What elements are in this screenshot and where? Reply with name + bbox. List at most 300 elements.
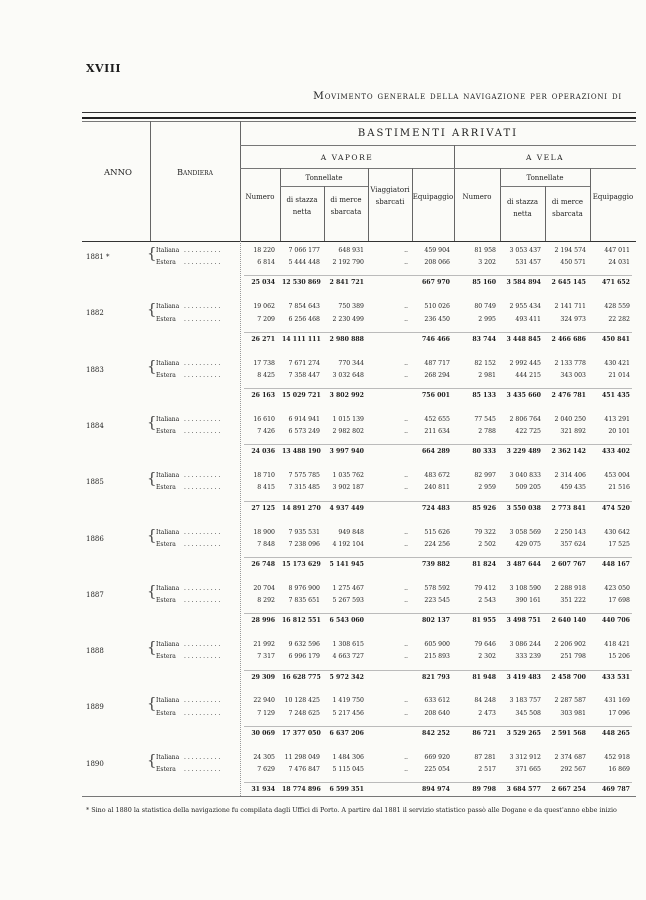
- cell-vapore-3: ..: [404, 315, 408, 323]
- cell-vapore-1: 7 476 847: [288, 765, 320, 773]
- cell-vapore-1: 6 573 249: [288, 428, 320, 436]
- table-bottom-rule: [82, 796, 636, 797]
- body-divider: [240, 241, 241, 796]
- cell-vapore-3: ..: [404, 641, 408, 649]
- row-brace: {: [147, 412, 157, 431]
- header-bandiera: Bandiera: [177, 168, 213, 177]
- cell-vela-0: 2 517: [478, 765, 496, 773]
- cell-vapore-1: 7 066 177: [288, 247, 320, 254]
- header-merce-vela-1: di merce: [551, 198, 584, 206]
- table-top-rule: [82, 121, 636, 122]
- cell-vela-3: 430 421: [604, 359, 630, 367]
- total-rule: [244, 388, 632, 389]
- row-brace: {: [147, 581, 157, 600]
- cell-vela-1: 493 411: [515, 315, 541, 323]
- cell-vela-3: 433 402: [602, 448, 630, 456]
- flag-label: Italiana: [156, 472, 180, 480]
- cell-vapore-2: 3 032 648: [332, 371, 364, 379]
- cell-vela-1: 429 075: [515, 540, 541, 548]
- header-stazza-vapore-2: netta: [292, 208, 312, 216]
- cell-vela-2: 2 133 778: [554, 359, 586, 367]
- cell-vela-3: 471 652: [602, 279, 630, 287]
- flag-label: Estera: [156, 315, 176, 323]
- cell-vapore-4: 268 294: [424, 371, 450, 379]
- cell-vela-1: 444 215: [515, 371, 541, 379]
- leader-dots: . . . . . . . . . .: [184, 584, 221, 592]
- cell-vela-2: 2 773 841: [551, 504, 586, 512]
- flag-label: Italiana: [156, 303, 180, 311]
- cell-vela-1: 333 239: [515, 653, 541, 661]
- cell-vapore-4: 225 054: [424, 765, 450, 773]
- cell-vela-3: 17 698: [608, 597, 630, 604]
- cell-vela-2: 2 141 711: [554, 303, 586, 311]
- cell-vapore-2: 2 980 888: [329, 335, 364, 343]
- cell-vapore-2: 2 982 802: [332, 428, 364, 436]
- cell-vela-0: 81 824: [472, 560, 496, 568]
- cell-vela-2: 2 314 406: [554, 472, 586, 480]
- cell-vela-2: 2 476 781: [551, 392, 586, 399]
- cell-vapore-2: 4 192 104: [332, 540, 364, 548]
- leader-dots: . . . . . . . . . .: [184, 753, 221, 761]
- cell-vapore-2: 3 997 940: [329, 448, 364, 456]
- cell-vapore-3: ..: [404, 584, 408, 592]
- cell-vela-0: 85 926: [472, 504, 496, 512]
- header-equipaggio-vapore: Equipaggio: [412, 193, 454, 201]
- cell-vela-0: 2 959: [478, 484, 496, 492]
- cell-vela-1: 371 665: [515, 765, 541, 773]
- cell-vela-0: 79 646: [474, 641, 496, 649]
- year-label: 1884: [86, 421, 104, 430]
- cell-vela-1: 2 806 764: [509, 415, 541, 423]
- cell-vapore-1: 5 444 448: [288, 259, 320, 267]
- cell-vapore-0: 7 317: [257, 653, 275, 661]
- flag-label: Italiana: [156, 415, 180, 423]
- cell-vapore-1: 7 315 485: [288, 484, 320, 492]
- row-brace: {: [147, 750, 157, 769]
- cell-vapore-2: 4 663 727: [332, 653, 364, 661]
- row-brace: {: [147, 638, 157, 657]
- cell-vapore-0: 8 415: [257, 484, 275, 492]
- cell-vapore-4: 746 466: [422, 335, 450, 343]
- cell-vela-0: 81 955: [472, 617, 496, 625]
- cell-vela-3: 17 096: [608, 709, 630, 717]
- flag-label: Estera: [156, 709, 176, 717]
- leader-dots: . . . . . . . . . .: [184, 247, 221, 254]
- cell-vela-1: 3 108 590: [509, 584, 541, 592]
- cell-vela-2: 2 607 767: [551, 560, 586, 568]
- cell-vapore-0: 20 704: [253, 584, 275, 592]
- cell-vela-2: 2 374 687: [554, 753, 586, 761]
- cell-vela-2: 450 571: [560, 259, 586, 267]
- cell-vapore-0: 18 900: [253, 528, 275, 536]
- cell-vapore-1: 9 632 596: [288, 641, 320, 649]
- cell-vapore-0: 25 034: [251, 279, 275, 287]
- cell-vela-3: 423 050: [604, 584, 630, 592]
- cell-vapore-2: 6 637 206: [329, 729, 364, 737]
- cell-vapore-1: 13 488 190: [282, 448, 321, 456]
- cell-vela-0: 82 152: [474, 359, 496, 367]
- row-brace: {: [147, 525, 157, 544]
- cell-vela-2: 2 206 902: [554, 641, 586, 649]
- cell-vapore-1: 10 128 425: [284, 697, 320, 705]
- cell-vapore-3: ..: [404, 753, 408, 761]
- cell-vapore-0: 18 220: [253, 247, 275, 254]
- leader-dots: . . . . . . . . . .: [184, 428, 221, 436]
- flag-label: Italiana: [156, 697, 180, 705]
- total-rule: [244, 444, 632, 445]
- cell-vapore-1: 14 891 270: [282, 504, 321, 512]
- header-merce-vapore-1: di merce: [330, 196, 362, 204]
- flag-label: Italiana: [156, 753, 180, 761]
- cell-vela-3: 431 169: [604, 697, 630, 705]
- header-a-vela: A VELA: [525, 153, 565, 162]
- cell-vapore-0: 7 426: [257, 428, 275, 436]
- year-label: 1887: [86, 590, 104, 599]
- flag-label: Italiana: [156, 641, 180, 649]
- cell-vela-1: 3 584 894: [506, 279, 541, 287]
- cell-vela-3: 453 004: [604, 472, 630, 480]
- cell-vela-1: 3 312 912: [509, 753, 541, 761]
- year-label: 1881 *: [86, 253, 110, 261]
- row-brace: {: [147, 244, 157, 262]
- cell-vapore-2: 949 848: [338, 528, 364, 536]
- cell-vapore-3: ..: [404, 484, 408, 492]
- cell-vela-3: 428 559: [604, 303, 630, 311]
- cell-vapore-0: 21 992: [253, 641, 275, 649]
- cell-vela-1: 531 457: [515, 259, 541, 267]
- cell-vapore-4: 756 001: [422, 392, 450, 399]
- cell-vapore-0: 19 062: [253, 303, 275, 311]
- flag-label: Estera: [156, 540, 176, 548]
- header-bastimenti-arrivati: BASTIMENTI ARRIVATI: [357, 128, 519, 139]
- cell-vapore-2: 1 035 762: [332, 472, 364, 480]
- total-rule: [244, 670, 632, 671]
- cell-vapore-2: 2 841 721: [329, 279, 364, 287]
- cell-vapore-4: 578 592: [424, 584, 450, 592]
- cell-vapore-1: 8 976 900: [288, 584, 320, 592]
- header-numero-vela: Numero: [462, 193, 492, 201]
- cell-vapore-4: 664 289: [422, 448, 450, 456]
- cell-vapore-2: 1 015 139: [332, 415, 364, 423]
- footnote: * Sino al 1880 la statistica della navigazione fu compilata dagli Uffici di Porto. A partire dal 1881 il servizio statistico passò alle Dogane e da quest'anno ebbe inizio: [86, 806, 617, 814]
- cell-vela-3: 17 525: [608, 540, 630, 548]
- cell-vapore-1: 7 358 447: [288, 371, 320, 379]
- cell-vapore-4: 842 252: [422, 729, 450, 737]
- cell-vapore-1: 15 029 721: [282, 392, 321, 399]
- cell-vela-2: 2 667 254: [551, 786, 586, 794]
- total-rule: [244, 332, 632, 333]
- year-label: 1886: [86, 534, 104, 543]
- cell-vapore-3: ..: [404, 303, 408, 311]
- cell-vapore-4: 515 626: [424, 528, 450, 536]
- cell-vela-2: 2 287 587: [554, 697, 586, 705]
- header-stazza-vapore-1: di stazza: [286, 196, 318, 204]
- cell-vapore-4: 215 893: [424, 653, 450, 661]
- cell-vapore-3: ..: [404, 709, 408, 717]
- leader-dots: . . . . . . . . . .: [184, 303, 221, 311]
- cell-vapore-2: 5 217 456: [332, 709, 364, 717]
- cell-vapore-0: 24 036: [251, 448, 275, 456]
- cell-vapore-1: 16 812 551: [282, 617, 321, 625]
- leader-dots: . . . . . . . . . .: [184, 415, 221, 423]
- cell-vapore-1: 11 298 049: [284, 753, 320, 761]
- cell-vapore-3: ..: [404, 697, 408, 705]
- cell-vela-2: 324 973: [560, 315, 586, 323]
- flag-label: Italiana: [156, 584, 180, 592]
- cell-vela-0: 81 948: [472, 673, 496, 681]
- cell-vela-1: 3 419 483: [506, 673, 541, 681]
- cell-vapore-1: 7 854 643: [288, 303, 320, 311]
- cell-vela-0: 84 248: [474, 697, 496, 705]
- cell-vela-2: 2 458 700: [551, 673, 586, 681]
- cell-vapore-4: 224 256: [424, 540, 450, 548]
- cell-vapore-2: 3 802 992: [329, 392, 364, 399]
- cell-vela-3: 448 265: [602, 729, 630, 737]
- cell-vapore-2: 1 275 467: [332, 584, 364, 592]
- flag-label: Estera: [156, 653, 176, 661]
- leader-dots: . . . . . . . . . .: [184, 709, 221, 717]
- header-a-vapore: A VAPORE: [320, 153, 374, 162]
- total-rule: [244, 501, 632, 502]
- header-tonnellate-vela: Tonnellate: [526, 174, 564, 182]
- header-stazza-vela-1: di stazza: [506, 198, 539, 206]
- cell-vela-0: 85 160: [472, 279, 496, 287]
- flag-label: Estera: [156, 371, 176, 379]
- cell-vapore-0: 17 738: [253, 359, 275, 367]
- cell-vapore-0: 7 209: [257, 315, 275, 323]
- cell-vapore-1: 6 256 468: [288, 315, 320, 323]
- cell-vapore-2: 6 599 351: [329, 786, 364, 794]
- cell-vapore-1: 7 671 274: [288, 359, 320, 367]
- cell-vapore-0: 8 425: [257, 371, 275, 379]
- total-rule: [244, 782, 632, 783]
- cell-vapore-3: ..: [404, 359, 408, 367]
- cell-vapore-0: 28 996: [251, 617, 275, 625]
- cell-vapore-2: 1 308 615: [332, 641, 364, 649]
- cell-vapore-2: 750 389: [338, 303, 364, 311]
- cell-vela-3: 469 787: [602, 786, 630, 794]
- cell-vela-1: 3 487 644: [506, 560, 541, 568]
- cell-vela-2: 459 435: [560, 484, 586, 492]
- cell-vapore-0: 8 292: [257, 597, 275, 604]
- cell-vela-3: 21 516: [608, 484, 630, 492]
- cell-vela-2: 2 591 568: [551, 729, 586, 737]
- cell-vela-1: 3 086 244: [509, 641, 541, 649]
- cell-vapore-0: 16 610: [253, 415, 275, 423]
- cell-vela-0: 2 788: [478, 428, 496, 436]
- year-label: 1885: [86, 478, 104, 487]
- cell-vapore-2: 6 543 060: [329, 617, 364, 625]
- total-rule: [244, 613, 632, 614]
- row-brace: {: [147, 469, 157, 488]
- cell-vela-0: 81 958: [474, 247, 496, 254]
- cell-vapore-0: 6 814: [257, 259, 275, 267]
- cell-vapore-0: 26 748: [251, 560, 275, 568]
- cell-vapore-1: 7 248 625: [288, 709, 320, 717]
- cell-vapore-1: 17 377 050: [282, 729, 321, 737]
- leader-dots: . . . . . . . . . .: [184, 765, 221, 773]
- rule-under-vapore-vela: [240, 168, 636, 169]
- cell-vela-3: 430 642: [604, 528, 630, 536]
- cell-vela-0: 2 502: [478, 540, 496, 548]
- cell-vapore-2: 2 230 499: [332, 315, 364, 323]
- cell-vela-2: 292 567: [560, 765, 586, 773]
- year-label: 1889: [86, 703, 104, 712]
- cell-vapore-4: 802 137: [422, 617, 450, 625]
- cell-vela-0: 2 302: [478, 653, 496, 661]
- cell-vela-2: 2 194 574: [554, 247, 586, 254]
- cell-vapore-4: 894 974: [422, 786, 450, 794]
- cell-vapore-0: 22 940: [253, 697, 275, 705]
- cell-vapore-3: ..: [404, 415, 408, 423]
- cell-vela-3: 15 206: [608, 653, 630, 661]
- cell-vapore-4: 208 066: [424, 259, 450, 267]
- cell-vapore-1: 16 628 775: [282, 673, 321, 681]
- cell-vela-0: 77 545: [474, 415, 496, 423]
- cell-vela-1: 390 161: [515, 597, 541, 604]
- cell-vela-3: 21 014: [608, 371, 630, 379]
- cell-vela-3: 418 421: [604, 641, 630, 649]
- col-div-s2: [590, 168, 591, 241]
- cell-vapore-4: 633 612: [424, 697, 450, 705]
- cell-vapore-2: 2 192 790: [332, 259, 364, 267]
- cell-vela-2: 2 466 686: [551, 335, 586, 343]
- cell-vapore-0: 29 309: [251, 673, 275, 681]
- cell-vela-0: 86 721: [472, 729, 496, 737]
- cell-vapore-1: 7 575 785: [288, 472, 320, 480]
- cell-vela-1: 3 053 437: [509, 247, 541, 254]
- cell-vela-3: 448 167: [602, 560, 630, 568]
- leader-dots: . . . . . . . . . .: [184, 315, 221, 323]
- cell-vela-0: 83 744: [472, 335, 496, 343]
- cell-vela-0: 2 995: [478, 315, 496, 323]
- leader-dots: . . . . . . . . . .: [184, 597, 221, 604]
- cell-vapore-4: 240 811: [424, 484, 450, 492]
- cell-vapore-4: 669 920: [424, 753, 450, 761]
- cell-vapore-0: 7 629: [257, 765, 275, 773]
- cell-vapore-1: 7 238 096: [288, 540, 320, 548]
- cell-vela-1: 3 058 569: [509, 528, 541, 536]
- leader-dots: . . . . . . . . . .: [184, 540, 221, 548]
- cell-vapore-2: 5 115 045: [332, 765, 364, 773]
- cell-vela-1: 2 992 445: [509, 359, 541, 367]
- year-label: 1882: [86, 309, 104, 318]
- cell-vela-1: 3 183 757: [509, 697, 541, 705]
- cell-vapore-0: 7 848: [257, 540, 275, 548]
- cell-vapore-2: 4 937 449: [329, 504, 364, 512]
- cell-vela-3: 451 435: [602, 392, 630, 399]
- cell-vapore-4: 605 900: [424, 641, 450, 649]
- cell-vapore-0: 26 271: [251, 335, 275, 343]
- flag-label: Estera: [156, 765, 176, 773]
- cell-vapore-1: 12 530 869: [282, 279, 321, 287]
- leader-dots: . . . . . . . . . .: [184, 359, 221, 367]
- cell-vapore-0: 7 129: [257, 709, 275, 717]
- leader-dots: . . . . . . . . . .: [184, 697, 221, 705]
- leader-dots: . . . . . . . . . .: [184, 371, 221, 379]
- cell-vapore-0: 26 163: [251, 392, 275, 399]
- header-viaggiatori-1: Viaggiatori: [370, 186, 410, 194]
- row-brace: {: [147, 356, 157, 375]
- cell-vela-1: 3 229 489: [506, 448, 541, 456]
- cell-vela-3: 20 101: [608, 428, 630, 436]
- flag-label: Estera: [156, 597, 176, 604]
- cell-vapore-3: ..: [404, 540, 408, 548]
- total-rule: [244, 275, 632, 276]
- cell-vapore-2: 648 931: [338, 247, 364, 254]
- flag-label: Estera: [156, 484, 176, 492]
- cell-vapore-4: 487 717: [424, 359, 450, 367]
- flag-label: Italiana: [156, 528, 180, 536]
- cell-vapore-4: 236 450: [424, 315, 450, 323]
- cell-vapore-4: 459 904: [424, 247, 450, 254]
- leader-dots: . . . . . . . . . .: [184, 641, 221, 649]
- cell-vela-0: 80 749: [474, 303, 496, 311]
- cell-vela-0: 82 997: [474, 472, 496, 480]
- cell-vela-1: 2 955 434: [509, 303, 541, 311]
- cell-vela-0: 79 322: [474, 528, 496, 536]
- cell-vapore-3: ..: [404, 259, 408, 267]
- cell-vela-2: 2 362 142: [551, 448, 586, 456]
- cell-vapore-2: 3 902 187: [332, 484, 364, 492]
- col-div-v3: [412, 168, 413, 241]
- leader-dots: . . . . . . . . . .: [184, 653, 221, 661]
- cell-vela-1: 3 040 833: [509, 472, 541, 480]
- cell-vapore-1: 7 835 651: [288, 597, 320, 604]
- cell-vela-2: 2 250 143: [554, 528, 586, 536]
- cell-vapore-0: 30 069: [251, 729, 275, 737]
- cell-vela-3: 474 520: [602, 504, 630, 512]
- cell-vapore-4: 452 655: [424, 415, 450, 423]
- total-rule: [244, 726, 632, 727]
- cell-vapore-0: 31 934: [251, 786, 275, 794]
- header-bottom-rule: [82, 241, 636, 242]
- cell-vapore-4: 223 545: [424, 597, 450, 604]
- title-rule-thick: [82, 117, 636, 119]
- cell-vapore-1: 15 173 629: [282, 560, 321, 568]
- cell-vela-2: 251 798: [560, 653, 586, 661]
- cell-vapore-1: 7 935 531: [288, 528, 320, 536]
- flag-label: Italiana: [156, 359, 180, 367]
- page-title: Movimento generale della navigazione per operazioni di: [313, 90, 622, 102]
- cell-vela-3: 450 841: [602, 335, 630, 343]
- cell-vela-1: 3 529 265: [506, 729, 541, 737]
- header-numero-vapore: Numero: [245, 193, 275, 201]
- cell-vapore-4: 821 793: [422, 673, 450, 681]
- leader-dots: . . . . . . . . . .: [184, 259, 221, 267]
- cell-vapore-0: 27 125: [251, 504, 275, 512]
- cell-vela-3: 433 531: [602, 673, 630, 681]
- cell-vela-3: 413 291: [604, 415, 630, 423]
- header-anno: ANNO: [104, 168, 132, 178]
- cell-vapore-0: 18 710: [253, 472, 275, 480]
- header-viaggiatori-2: sbarcati: [375, 198, 405, 206]
- cell-vapore-4: 483 672: [424, 472, 450, 480]
- title-rule: [82, 112, 636, 113]
- cell-vapore-3: ..: [404, 472, 408, 480]
- year-label: 1883: [86, 365, 104, 374]
- cell-vapore-3: ..: [404, 597, 408, 604]
- cell-vela-2: 321 892: [560, 428, 586, 436]
- row-brace: {: [147, 694, 157, 713]
- cell-vela-0: 89 798: [472, 786, 496, 794]
- cell-vapore-4: 208 640: [424, 709, 450, 717]
- cell-vapore-3: ..: [404, 428, 408, 436]
- cell-vela-0: 79 412: [474, 584, 496, 592]
- cell-vela-1: 3 550 038: [506, 504, 541, 512]
- cell-vela-1: 345 508: [515, 709, 541, 717]
- cell-vela-2: 2 040 250: [554, 415, 586, 423]
